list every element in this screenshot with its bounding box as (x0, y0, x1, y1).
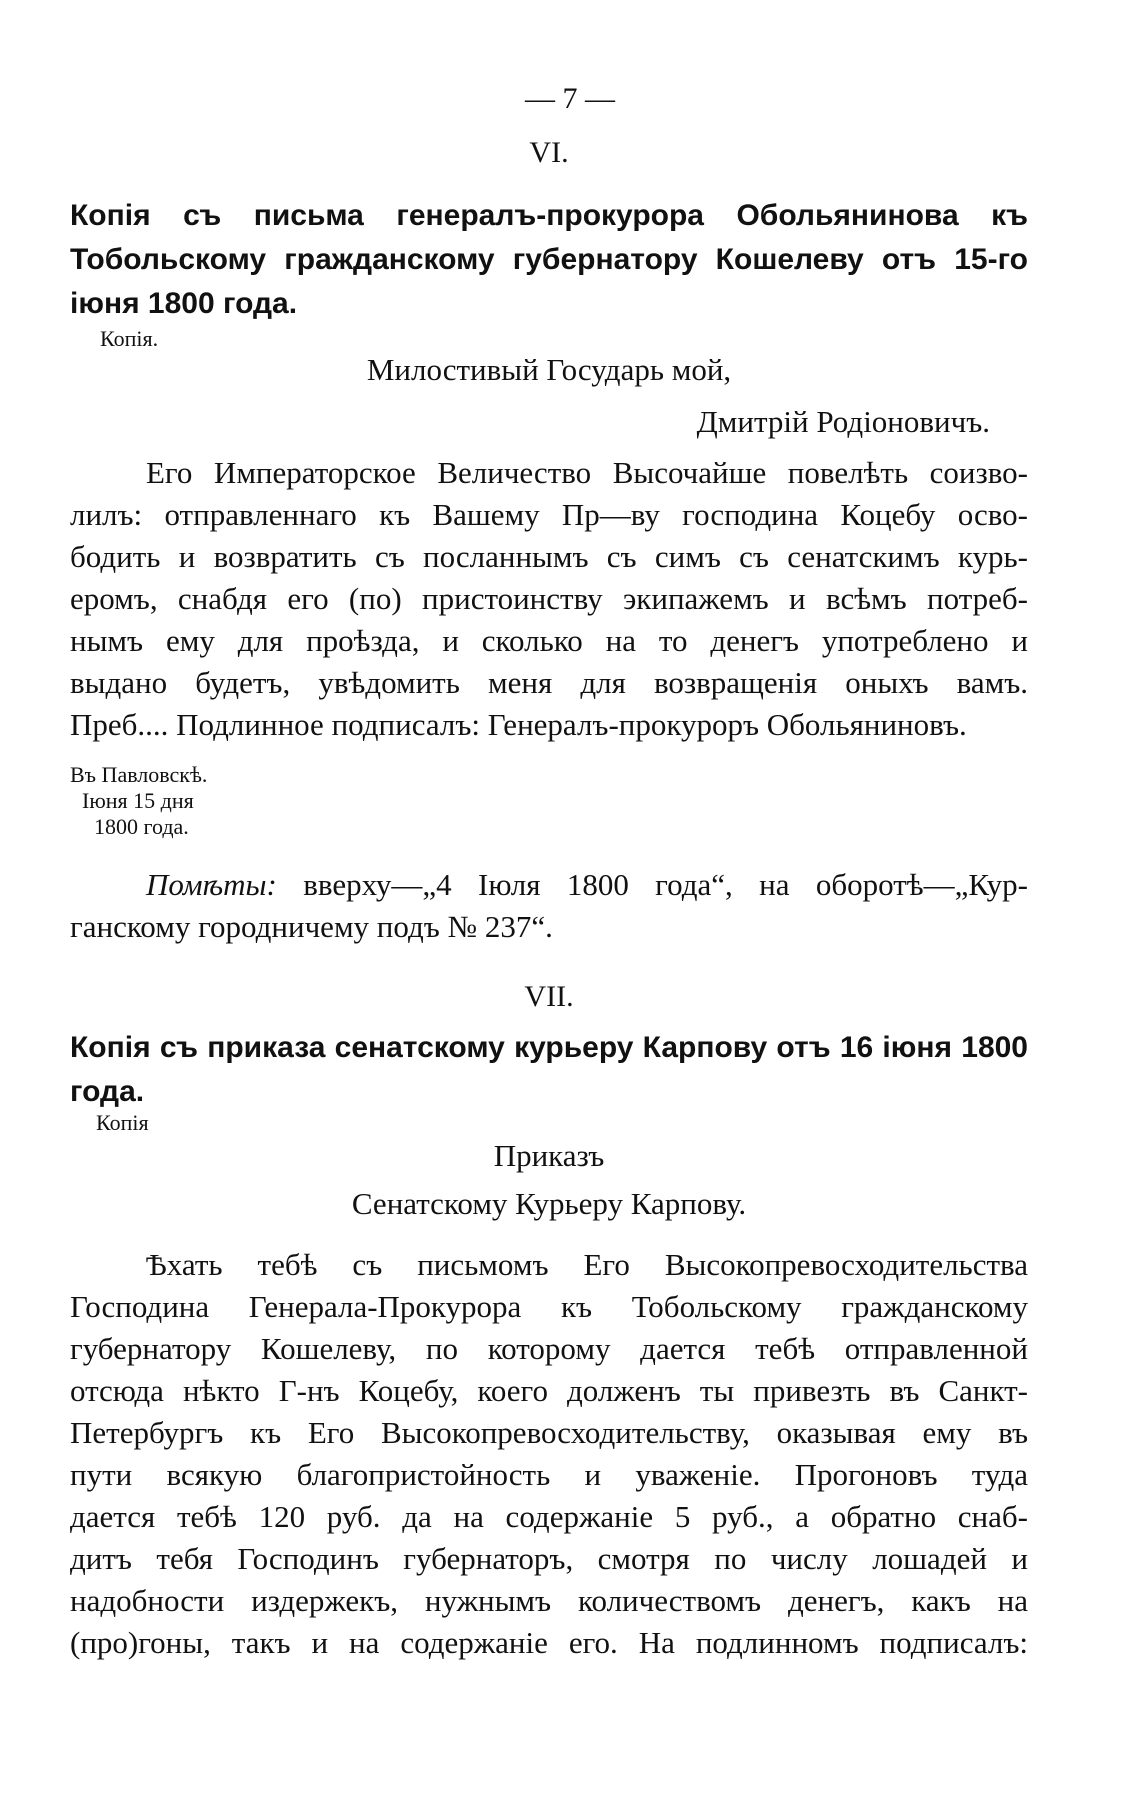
section-7-title-block (70, 1026, 1028, 1114)
copy-label-text: Копія (96, 1110, 149, 1135)
salutation-block (70, 352, 1028, 388)
copy-label (96, 1110, 1054, 1136)
year-line: 1800 года. (94, 814, 189, 839)
body-line: лилъ: отправленнаго къ Вашему Пр—ву господина Коцебу осво- (70, 497, 1028, 532)
section-title: Копія съ приказа сенатскому курьеру Карпову отъ 16 іюня 1800 года. (70, 1031, 1028, 1108)
addressee-block (70, 404, 1028, 440)
body-line: Петербургъ къ Его Высокопревосходительству, оказывая ему въ (70, 1415, 1028, 1450)
notes-line-1 (70, 864, 1028, 906)
body-line: нымъ ему для проѣзда, и сколько на то денегъ употреблено и (70, 623, 1028, 658)
section-number: VI. (529, 136, 569, 169)
body-line: Господина Генерала-Прокурора къ Тобольскому гражданскому (70, 1289, 1028, 1324)
section-7 (70, 980, 1028, 1014)
page-number: — 7 — (525, 82, 615, 115)
section-6 (70, 136, 1028, 170)
section-6-title-block (70, 194, 1028, 326)
section-title: Копія съ письма генералъ-прокурора Обольянинова къ Тобольскому гражданскому губернатору Кошелеву отъ 15-го іюня 1800 года. (70, 199, 1028, 320)
body-line: дается тебѣ 120 руб. да на содержаніе 5 руб., а обратно снаб- (70, 1499, 1028, 1534)
body-line: Преб.... Подлинное подписалъ: Генералъ-прокуроръ Обольяниновъ. (70, 707, 967, 742)
addressee: Дмитрій Родіоновичъ. (696, 404, 990, 439)
salutation: Милостивый Государь мой, (366, 352, 732, 387)
copy-label-text: Копія. (100, 326, 159, 351)
body-line: Ѣхать тебѣ съ письмомъ Его Высокопревосходительства (146, 1247, 1028, 1282)
notes-line-2: ганскому городничему подъ № 237“. (70, 909, 553, 944)
order-body (70, 1244, 1028, 1664)
body-line: (про)гоны, такъ и на содержаніе его. На подлинномъ подписалъ: (70, 1625, 1028, 1660)
body-line: губернатору Кошелеву, по которому дается тебѣ отправленной (70, 1331, 1028, 1366)
body-line: Его Императорское Величество Высочайше повелѣть соизво- (146, 455, 1028, 490)
notes-block (70, 864, 1028, 948)
place-line: Въ Павловскѣ. (70, 762, 208, 787)
order-subtitle: Сенатскому Курьеру Карпову. (351, 1186, 747, 1221)
notes-label: Помѣты: (146, 867, 277, 902)
place-date-block (70, 762, 1028, 840)
body-line: пути всякую благопристойность и уваженіе. Прогоновъ туда (70, 1457, 1028, 1492)
copy-label (100, 326, 1058, 352)
date-line: Іюня 15 дня (82, 788, 194, 813)
body-line: отсюда нѣкто Г-нъ Коцебу, коего долженъ ты привезть въ Санкт- (70, 1373, 1028, 1408)
letter-body (70, 452, 1028, 746)
notes-text: вверху—„4 Іюля 1800 года“, на оборотѣ—„Кур- (276, 867, 1028, 902)
order-title-block (70, 1138, 1028, 1174)
body-line: надобности издержекъ, нужнымъ количествомъ денегъ, какъ на (70, 1583, 1028, 1618)
body-line: еромъ, снабдя его (по) пристоинству экипажемъ и всѣмъ потреб- (70, 581, 1028, 616)
body-line: дитъ тебя Господинъ губернаторъ, смотря по числу лошадей и (70, 1541, 1028, 1576)
body-line: выдано будетъ, увѣдомить меня для возвращенія оныхъ вамъ. (70, 665, 1028, 700)
order-title: Приказъ (493, 1138, 605, 1173)
body-line: бодить и возвратить съ посланнымъ съ симъ съ сенатскимъ курь- (70, 539, 1028, 574)
section-number: VII. (524, 980, 574, 1013)
order-subtitle-block (70, 1186, 1028, 1222)
